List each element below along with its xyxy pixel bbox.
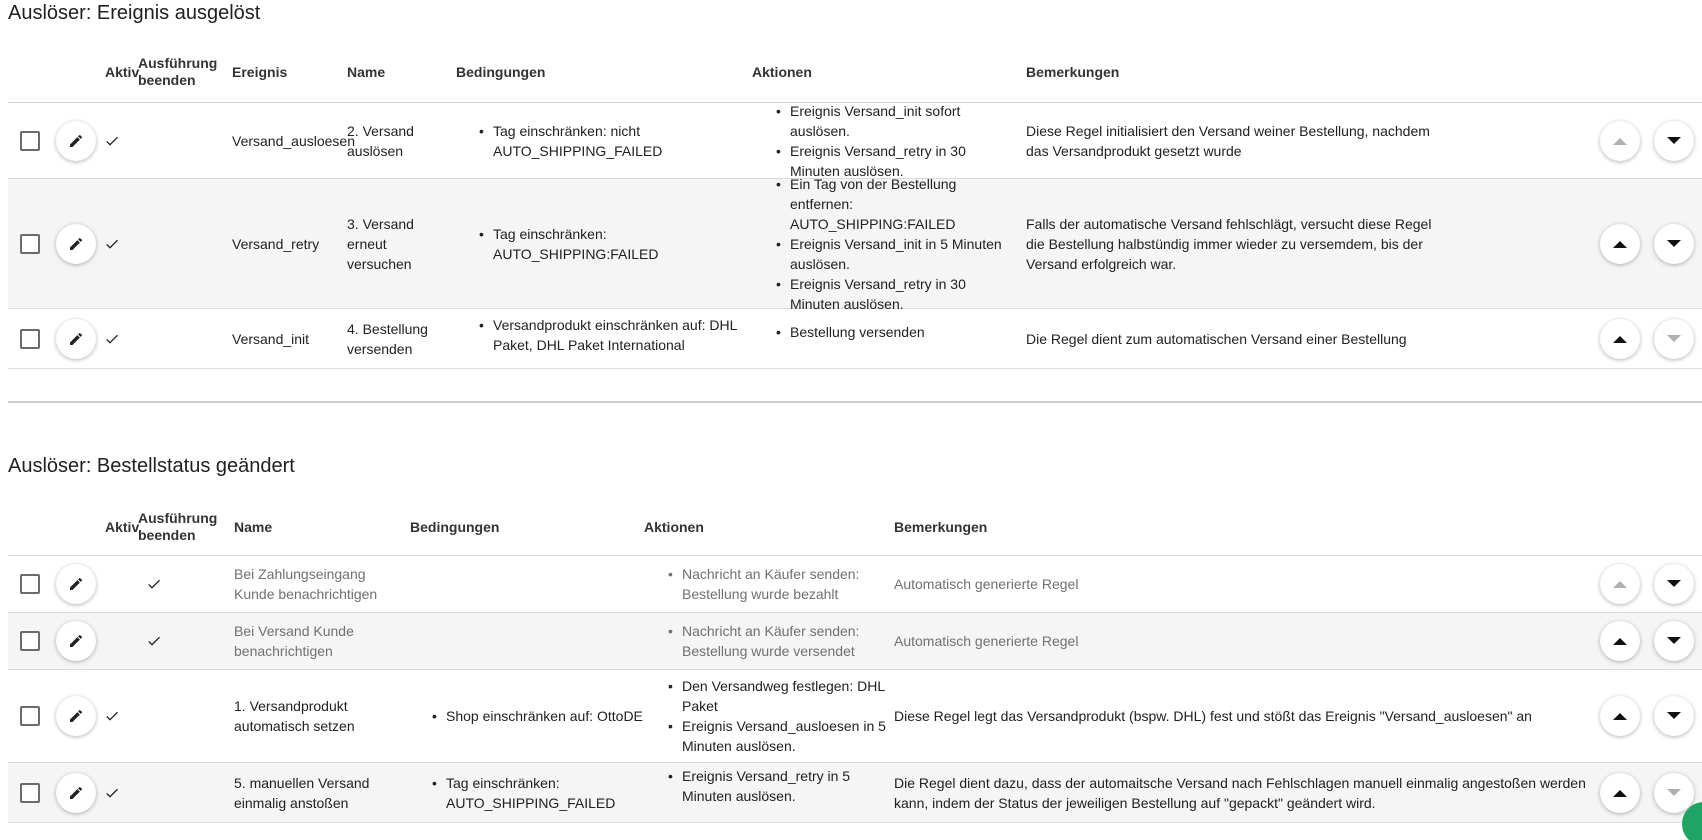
row-checkbox[interactable] (20, 329, 40, 349)
aktionen-list (664, 676, 889, 756)
edit-button[interactable] (56, 773, 96, 813)
section-title-event-trigger: Auslöser: Ereignis ausgelöst (8, 2, 261, 24)
row-checkbox[interactable] (20, 131, 40, 151)
header-ausfuehrung-line1: Ausführung (138, 510, 218, 526)
header-ausfuehrung-beenden (138, 510, 217, 544)
table-row (8, 309, 1702, 369)
name-cell: Bei Versand Kunde benachrichtigen (234, 623, 354, 659)
header-name: Name (347, 64, 386, 80)
table-row (8, 763, 1702, 823)
checkmark-icon (104, 236, 120, 252)
bedingungen-list (428, 706, 648, 726)
move-up-button[interactable] (1600, 319, 1640, 359)
pencil-icon (68, 331, 84, 347)
header-aktionen: Aktionen (752, 64, 812, 80)
header-aktiv: Aktiv (105, 519, 140, 535)
list-item: • Shop einschränken auf: OttoDE (428, 706, 648, 726)
checkmark-icon (104, 133, 120, 149)
arrow-up-icon (1612, 787, 1628, 799)
edit-button[interactable] (56, 696, 96, 736)
arrow-down-icon (1666, 578, 1682, 590)
move-up-button[interactable] (1600, 773, 1640, 813)
table-header (8, 50, 1702, 103)
checkmark-icon (146, 576, 162, 592)
list-item: • Tag einschränken: AUTO_SHIPPING_FAILED (428, 773, 628, 813)
bedingungen-list (428, 773, 628, 813)
bemerkungen-cell: Diese Regel initialisiert den Versand weiner Bestellung, nachdem das Versandprodukt gesetzt wurde (1026, 122, 1430, 159)
move-up-button[interactable] (1600, 121, 1640, 161)
pencil-icon (68, 708, 84, 724)
move-down-button[interactable] (1654, 564, 1694, 604)
aktionen-list (772, 174, 1012, 314)
arrow-up-icon (1612, 635, 1628, 647)
table-row (8, 556, 1702, 613)
bemerkungen-cell: Automatisch generierte Regel (894, 633, 1079, 649)
header-ereignis: Ereignis (232, 64, 288, 80)
checkmark-icon (104, 785, 120, 801)
arrow-down-icon (1666, 787, 1682, 799)
aktionen-list (664, 621, 874, 661)
arrow-down-icon (1666, 635, 1682, 647)
list-item: • Tag einschränken: nicht AUTO_SHIPPING_FAILED (475, 121, 715, 161)
bemerkungen-cell: Die Regel dient zum automatischen Versand einer Bestellung (1026, 330, 1407, 347)
header-ausfuehrung-beenden (138, 55, 217, 89)
table-row (8, 175, 1702, 312)
header-bedingungen: Bedingungen (456, 64, 546, 80)
rules-table-event (8, 50, 1702, 369)
aktionen-list (772, 322, 1012, 342)
header-bemerkungen: Bemerkungen (894, 519, 988, 535)
list-item: • Ereignis Versand_retry in 30 Minuten auslösen. (772, 274, 1012, 314)
table-row (8, 613, 1702, 670)
list-item: • Ereignis Versand_retry in 5 Minuten auslösen. (664, 766, 889, 806)
list-item: • Ereignis Versand_retry in 30 Minuten auslösen. (772, 141, 1012, 181)
arrow-up-icon (1612, 135, 1628, 147)
move-down-button[interactable] (1654, 621, 1694, 661)
checkmark-icon (104, 331, 120, 347)
move-down-button[interactable] (1654, 773, 1694, 813)
checkmark-icon (104, 708, 120, 724)
arrow-down-icon (1666, 238, 1682, 250)
bedingungen-list (475, 121, 715, 161)
edit-button[interactable] (56, 621, 96, 661)
arrow-down-icon (1666, 710, 1682, 722)
bemerkungen-cell: Diese Regel legt das Versandprodukt (bspw. DHL) fest und stößt das Ereignis "Versand_ausloesen" an (894, 708, 1532, 724)
arrow-up-icon (1612, 238, 1628, 250)
ereignis-cell: Versand_retry (232, 235, 320, 252)
header-bemerkungen: Bemerkungen (1026, 64, 1120, 80)
row-checkbox[interactable] (20, 783, 40, 803)
bemerkungen-cell: Automatisch generierte Regel (894, 576, 1079, 592)
section-divider (8, 401, 1702, 403)
edit-button[interactable] (56, 121, 96, 161)
header-ausfuehrung-line2: beenden (138, 527, 196, 543)
move-up-button[interactable] (1600, 621, 1640, 661)
list-item: • Ereignis Versand_init sofort auslösen. (772, 101, 1012, 141)
arrow-up-icon (1612, 578, 1628, 590)
edit-button[interactable] (56, 319, 96, 359)
list-item: • Tag einschränken: AUTO_SHIPPING:FAILED (475, 224, 745, 264)
aktionen-list (664, 564, 874, 604)
rules-table-status (8, 505, 1702, 823)
row-checkbox[interactable] (20, 574, 40, 594)
section-title-status-trigger: Auslöser: Bestellstatus geändert (8, 455, 295, 477)
list-item: • Ein Tag von der Bestellung entfernen: AUTO_SHIPPING:FAILED (772, 174, 1012, 234)
list-item: • Nachricht an Käufer senden: Bestellung wurde bezahlt (664, 564, 874, 604)
bemerkungen-cell: Die Regel dient dazu, dass der automaitsche Versand nach Fehlschlagen manuell einmalig angestoßen werden kann, indem der Status der jeweiligen Bestellung auf "gepackt" geändert wird. (894, 774, 1586, 811)
header-ausfuehrung-line1: Ausführung (138, 55, 218, 71)
header-aktiv: Aktiv (105, 64, 140, 80)
list-item: • Nachricht an Käufer senden: Bestellung wurde versendet (664, 621, 874, 661)
name-cell: Bei Zahlungseingang Kunde benachrichtigen (234, 566, 378, 602)
list-item: • Den Versandweg festlegen: DHL Paket (664, 676, 889, 716)
move-down-button[interactable] (1654, 319, 1694, 359)
arrow-up-icon (1612, 710, 1628, 722)
row-checkbox[interactable] (20, 631, 40, 651)
arrow-down-icon (1666, 333, 1682, 345)
pencil-icon (68, 576, 84, 592)
name-cell: 5. manuellen Versand einmalig anstoßen (234, 774, 370, 811)
move-down-button[interactable] (1654, 121, 1694, 161)
table-row (8, 670, 1702, 763)
move-down-button[interactable] (1654, 696, 1694, 736)
name-cell: 2. Versand auslösen (347, 122, 414, 159)
pencil-icon (68, 236, 84, 252)
arrow-down-icon (1666, 135, 1682, 147)
list-item: • Bestellung versenden (772, 322, 1012, 342)
row-checkbox[interactable] (20, 706, 40, 726)
header-aktionen: Aktionen (644, 519, 704, 535)
bemerkungen-cell: Falls der automatische Versand fehlschlägt, versucht diese Regel die Bestellung halbstündig immer wieder zu versemdem, bis der Versand erfolgreich war. (1026, 215, 1432, 272)
row-checkbox[interactable] (20, 234, 40, 254)
move-up-button[interactable] (1600, 696, 1640, 736)
ereignis-cell: Versand_init (232, 330, 310, 347)
list-item: • Versandprodukt einschränken auf: DHL Paket, DHL Paket International (475, 315, 745, 355)
move-up-button[interactable] (1600, 564, 1640, 604)
header-bedingungen: Bedingungen (410, 519, 500, 535)
pencil-icon (68, 133, 84, 149)
list-item: • Ereignis Versand_ausloesen in 5 Minuten auslösen. (664, 716, 889, 756)
checkmark-icon (146, 633, 162, 649)
arrow-up-icon (1612, 333, 1628, 345)
aktionen-list (664, 766, 889, 806)
list-item: • Ereignis Versand_init in 5 Minuten auslösen. (772, 234, 1012, 274)
bedingungen-list (475, 315, 745, 355)
name-cell: 1. Versandprodukt automatisch setzen (234, 698, 355, 734)
name-cell: 4. Bestellung versenden (347, 320, 428, 357)
edit-button[interactable] (56, 564, 96, 604)
name-cell: 3. Versand erneut versuchen (347, 215, 414, 272)
aktionen-list (772, 101, 1012, 181)
move-down-button[interactable] (1654, 224, 1694, 264)
bedingungen-list (475, 224, 745, 264)
move-up-button[interactable] (1600, 224, 1640, 264)
ereignis-cell: Versand_ausloesen (232, 132, 355, 149)
table-row (8, 103, 1702, 179)
edit-button[interactable] (56, 224, 96, 264)
header-ausfuehrung-line2: beenden (138, 72, 196, 88)
header-name: Name (234, 519, 273, 535)
pencil-icon (68, 785, 84, 801)
table-header (8, 505, 1702, 556)
pencil-icon (68, 633, 84, 649)
